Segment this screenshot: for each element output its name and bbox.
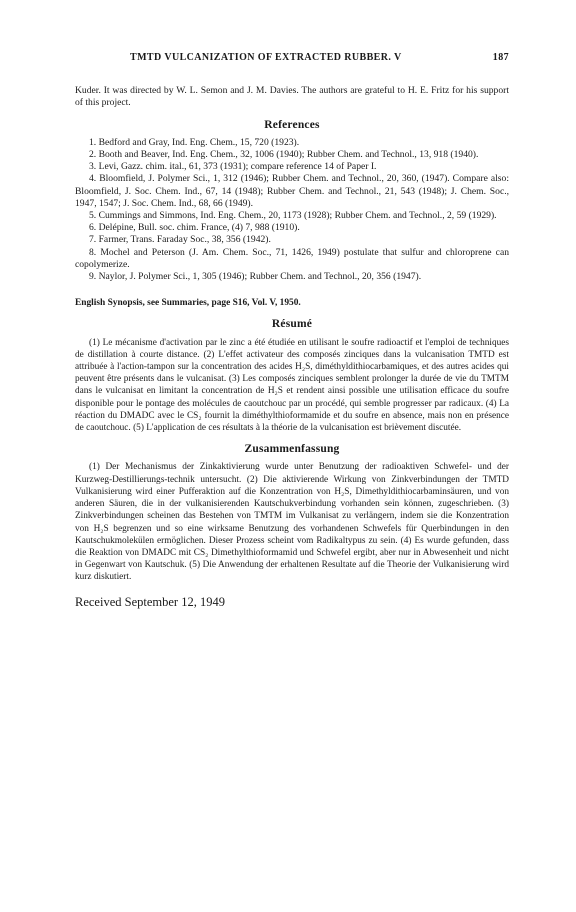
english-synopsis-note: English Synopsis, see Summaries, page S16, Vol. V, 1950. <box>75 298 301 309</box>
acknowledgement-text: Kuder. It was directed by W. L. Semon and J. M. Davies. The authors are grateful to H. E. Fritz for his support of this project. <box>75 85 509 109</box>
reference-item: 9. Naylor, J. Polymer Sci., 1, 305 (1946); Rubber Chem. and Technol., 20, 356 (1947). <box>89 271 422 283</box>
reference-item: 7. Farmer, Trans. Faraday Soc., 38, 356 (1942). <box>89 234 271 246</box>
resume-heading: Résumé <box>271 318 313 331</box>
reference-item: 6. Delépine, Bull. soc. chim. France, (4) 7, 988 (1910). <box>89 222 300 234</box>
zusammenfassung-text: (1) Der Mechanismus der Zinkaktivierung wurde unter Benutzung der radioaktiven Schwefel- und der Kurzweg-Destillierungs-technik untersucht. (2) Die aktivierende Wirkung von Zinkverbindungen der TMTD Vulkanisierung wird einer Pufferaktion auf die Konzentration von H₂S, Dimethyldithiocarbaminsäuren, und von anderen Säuren, die in der vulkanisierenden Kautschukverbindung vorhanden sein können, zugeschrieben. (3) Zinkverbindungen scheinen das Bestehen von TMTM im Vulkanisat zu verlängern, indem sie die Konzentration von H₂S begrenzen und so eine wirksame Benutzung des vorhandenen Schwefels für Querbindungen in den Kautschukmolekülen ermöglichen. Dieser Prozess scheint vom Radikaltypus zu sein. (4) Es wurde gefunden, dass die Reaktion von DMADC mit CS₂ Dimethylthioformamid und Schwefel ergibt, aber nur in Abwesenheit und nicht in Gegenwart von Kautschuk. (5) Die Anwendung der erhaltenen Resultate auf die Theorie der Vulkanisierung wird kurz diskutiert. <box>75 462 509 583</box>
reference-item: 8. Mochel and Peterson (J. Am. Chem. Soc., 71, 1426, 1949) postulate that sulfur and chloroprene can copolymerize. <box>75 246 509 270</box>
reference-item: 5. Cummings and Simmons, Ind. Eng. Chem., 20, 1173 (1928); Rubber Chem. and Technol., 2, 59 (1929). <box>89 210 497 222</box>
running-header <box>75 52 509 64</box>
references-heading: References <box>264 118 320 131</box>
page-number: 187 <box>492 52 509 63</box>
paper-page <box>75 52 509 608</box>
references-list <box>75 137 509 283</box>
reference-item: 2. Booth and Beaver, Ind. Eng. Chem., 32, 1006 (1940); Rubber Chem. and Technol., 13, 918 (1940). <box>89 149 479 161</box>
received-date: Received September 12, 1949 <box>75 594 225 609</box>
running-title: TMTD VULCANIZATION OF EXTRACTED RUBBER. V <box>130 52 402 63</box>
zusammenfassung-heading: Zusammenfassung <box>244 443 340 456</box>
reference-item: 1. Bedford and Gray, Ind. Eng. Chem., 15, 720 (1923). <box>89 136 300 148</box>
reference-item: 3. Levi, Gazz. chim. ital., 61, 373 (1931); compare reference 14 of Paper I. <box>89 161 377 173</box>
reference-item: 4. Bloomfield, J. Polymer Sci., 1, 312 (1946); Rubber Chem. and Technol., 20, 360, (1947). Compare also: Bloomfield, J. Soc. Chem. Ind., 67, 14 (1948); Rubber Chem. and Technol., 21, 543 (1948); J. Chem. Soc., 1947, 1547; J. Soc. Chem. Ind., 68, 66 (1949). <box>75 173 509 209</box>
resume-text: (1) Le mécanisme d'activation par le zinc a été étudiée en utilisant le soufre radioactif et l'emploi de techniques de distillation à courte distance. (2) L'effet activateur des composés zinciques dans la vulcanisation TMTD est attribuée à l'action-tampon sur la concentration des acides H₂S, diméthyldithiocarbamiques, et des autres acides qui peuvent être présents dans le vulcanisat. (3) Les composés zinciques semblent prolonger la durée de vie du TMTM dans le vulcanisat en limitant la concentration de H₂S et rendent ainsi possible une utilisation efficace du soufre disponible pour le pontage des molécules de caoutchouc par un procédé, qui semble progresser par radicaux. (4) La réaction du DMADC avec le CS₂ fournit la diméthylthioformamide et du soufre en absence, mais non en présence de caoutchouc. (5) L'application de ces résultats à la théorie de la vulcanisation est brièvement discutée. <box>75 337 509 434</box>
